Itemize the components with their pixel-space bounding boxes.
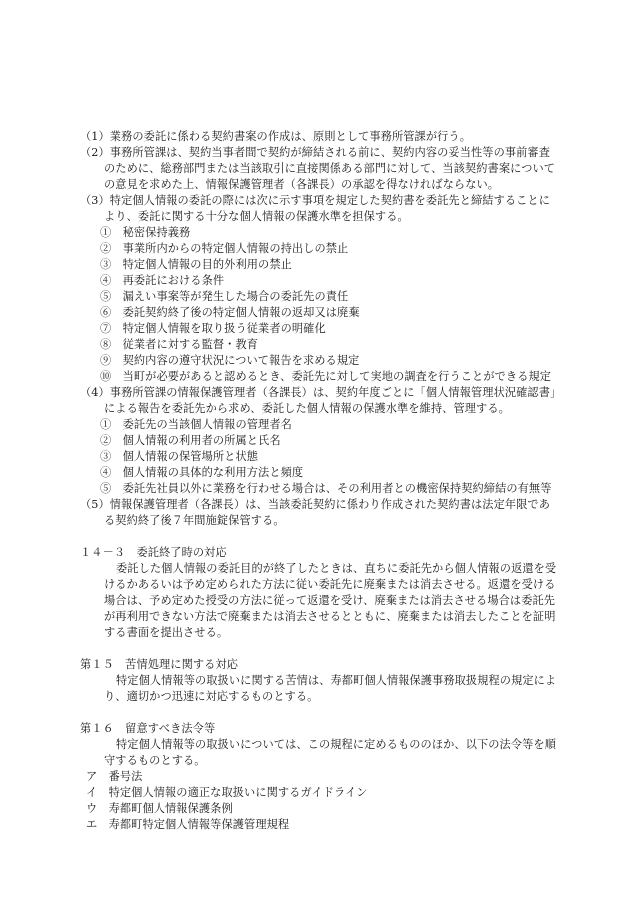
list-item: ウ 寿都町個人情報保護条例 xyxy=(86,802,233,815)
paragraph-line: り、適切かつ迅速に対応するものとする。 xyxy=(104,690,319,703)
clause-2-line-3: の意見を求めた上、情報保護管理者（各課長）の承認を得なければならない。 xyxy=(104,178,500,191)
list-item: ① 秘密保持義務 xyxy=(100,226,191,239)
list-item: ⑧ 従業者に対する監督・教育 xyxy=(100,338,259,351)
list-item: ② 事業所内からの特定個人情報の持出しの禁止 xyxy=(100,242,349,255)
list-item: ④ 個人情報の具体的な利用方法と頻度 xyxy=(100,466,304,479)
clause-5-line-1: （5）情報保護管理者（各課長）は、当該委託契約に係わり作成された契約書は法定年限であ xyxy=(80,498,551,511)
clause-5-line-2: る契約終了後７年間施錠保管する。 xyxy=(104,514,285,527)
paragraph-line: 特定個人情報等の取扱いに関する苦情は、寿都町個人情報保護事務取扱規程の規定によ xyxy=(116,674,557,687)
clause-4-line-2: による報告を委託先から求め、委託した個人情報の保護水準を維持、管理する。 xyxy=(104,402,510,415)
list-item: ⑤ 委託先社員以外に業務を行わせる場合は、その利用者との機密保持契約締結の有無等 xyxy=(100,482,552,495)
list-item: イ 特定個人情報の適正な取扱いに関するガイドライン xyxy=(86,786,368,799)
clause-2-line-1: （2）事務所管課は、契約当事者間で契約が締結される前に、契約内容の妥当性等の事前審査 xyxy=(80,146,551,159)
clause-3-line-1: （3）特定個人情報の委託の際には次に示す事項を規定した契約書を委託先と締結することに xyxy=(80,194,551,207)
section-heading-16: 第１６ 留意すべき法令等 xyxy=(80,722,216,735)
list-item: ⑦ 特定個人情報を取り扱う従業者の明確化 xyxy=(100,322,326,335)
clause-4-line-1: （4）事務所管課の情報保護管理者（各課長）は、契約年度ごとに「個人情報管理状況確認書」 xyxy=(80,386,562,399)
list-item: ⑥ 委託契約終了後の特定個人情報の返却又は廃棄 xyxy=(100,306,360,319)
list-item: エ 寿都町特定個人情報等保護管理規程 xyxy=(86,818,290,831)
list-item: ④ 再委託における条件 xyxy=(100,274,225,287)
paragraph-line: 特定個人情報等の取扱いについては、この規程に定めるもののほか、以下の法令等を順 xyxy=(116,738,556,751)
list-item: ⑩ 当町が必要があると認めるとき、委託先に対して実地の調査を行うことができる規定 xyxy=(100,370,552,383)
list-item: ① 委託先の当該個人情報の管理者名 xyxy=(100,418,292,431)
paragraph-line: が再利用できない方法で廃棄または消去させるとともに、廃棄または消去したことを証明 xyxy=(104,610,556,623)
paragraph-line: 守するものとする。 xyxy=(104,754,206,767)
list-item: ア 番号法 xyxy=(86,770,143,783)
list-item: ③ 特定個人情報の目的外利用の禁止 xyxy=(100,258,292,271)
paragraph-line: 委託した個人情報の委託目的が終了したときは、直ちに委託先から個人情報の返還を受 xyxy=(116,562,557,575)
section-heading-14-3: １４－３ 委託終了時の対応 xyxy=(80,546,227,559)
paragraph-line: する書面を提出させる。 xyxy=(104,626,229,639)
clause-2-line-2: のために、総務部門または当該取引に直接関係ある部門に対して、当該契約書案について xyxy=(104,162,556,175)
paragraph-line: けるかあるいは予め定められた方法に従い委託先に廃棄または消去させる。返還を受ける xyxy=(104,578,556,591)
paragraph-line: 場合は、予め定めた授受の方法に従って返還を受け、廃棄または消去させる場合は委託先 xyxy=(104,594,556,607)
list-item: ② 個人情報の利用者の所属と氏名 xyxy=(100,434,281,447)
list-item: ⑨ 契約内容の遵守状況について報告を求める規定 xyxy=(100,354,360,367)
list-item: ③ 個人情報の保管場所と状態 xyxy=(100,450,259,463)
section-heading-15: 第１５ 苦情処理に関する対応 xyxy=(80,658,239,671)
clause-3-line-2: より、委託に関する十分な個人情報の保護水準を担保する。 xyxy=(104,210,409,223)
list-item: ⑤ 漏えい事案等が発生した場合の委託先の責任 xyxy=(100,290,349,303)
clause-1: （1）業務の委託に係わる契約書案の作成は、原則として事務所管課が行う。 xyxy=(80,130,471,143)
